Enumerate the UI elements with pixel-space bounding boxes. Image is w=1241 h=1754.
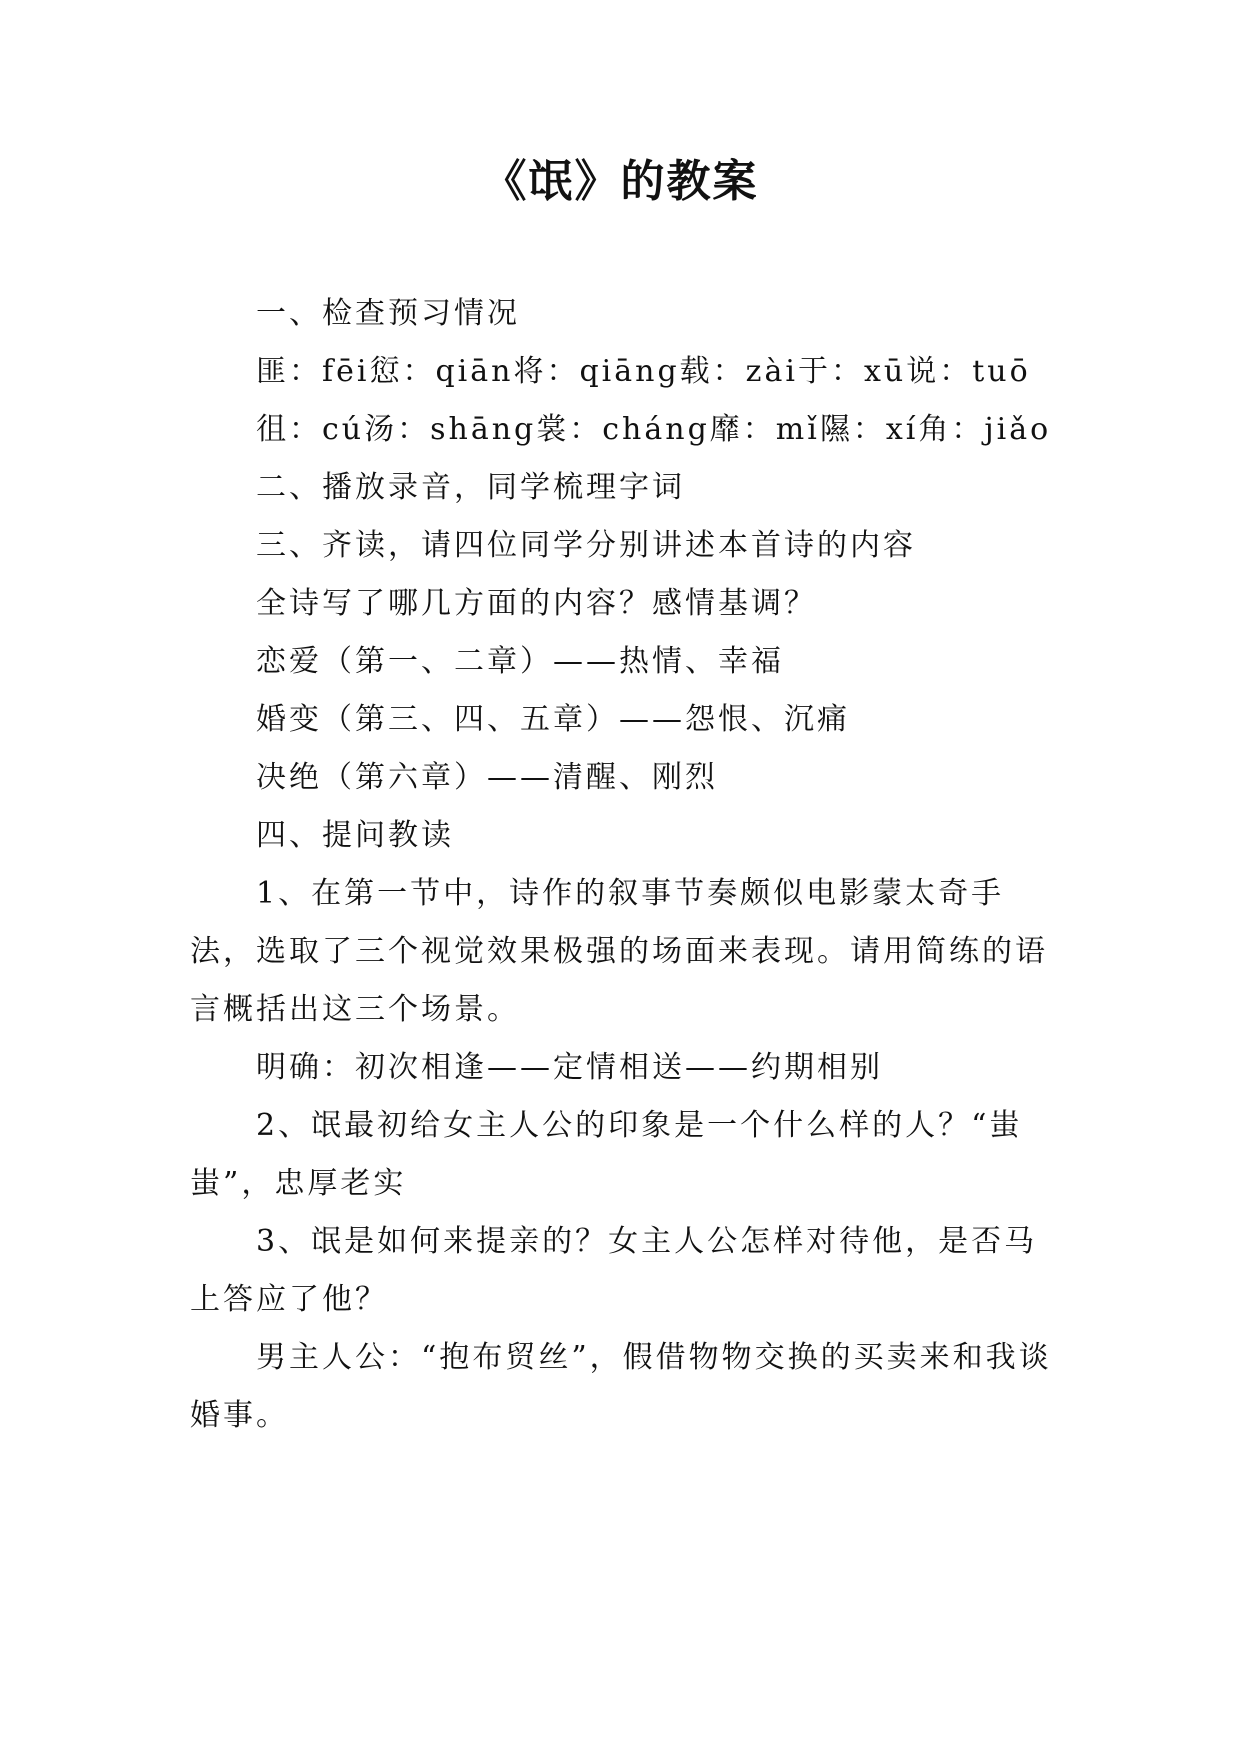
section-heading: 一、检查预习情况 bbox=[256, 296, 520, 331]
question-paragraph: 全诗写了哪几方面的内容？感情基调？ bbox=[256, 586, 817, 621]
pinyin-line: 匪：fēi愆：qiān将：qiāng载：zài于：xū说：tuō bbox=[256, 354, 1031, 389]
answer-paragraph: 男主人公：“抱布贸丝”，假借物物交换的买卖来和我谈婚事。 bbox=[190, 1340, 1052, 1433]
question-paragraph: 1、在第一节中，诗作的叙事节奏颇似电影蒙太奇手法，选取了三个视觉效果极强的场面来表现。请用简练的语言概括出这三个场景。 bbox=[190, 876, 1048, 1027]
section-heading: 四、提问教读 bbox=[256, 818, 454, 853]
content-paragraph: 婚变（第三、四、五章）——怨恨、沉痛 bbox=[256, 702, 850, 737]
section-heading: 二、播放录音，同学梳理字词 bbox=[256, 470, 685, 505]
document-body bbox=[190, 285, 1060, 1445]
question-paragraph: 2、氓最初给女主人公的印象是一个什么样的人？“蚩蚩”，忠厚老实 bbox=[190, 1108, 1023, 1201]
section-heading: 三、齐读，请四位同学分别讲述本首诗的内容 bbox=[256, 528, 916, 563]
pinyin-line: 徂：cú汤：shāng裳：cháng靡：mǐ隰：xí角：jiǎo bbox=[256, 412, 1052, 447]
content-paragraph: 决绝（第六章）——清醒、刚烈 bbox=[256, 760, 718, 795]
question-paragraph: 3、氓是如何来提亲的？女主人公怎样对待他，是否马上答应了他？ bbox=[190, 1224, 1038, 1317]
answer-paragraph: 明确：初次相逢——定情相送——约期相别 bbox=[256, 1050, 883, 1085]
document-title: 《氓》的教案 bbox=[482, 156, 759, 207]
content-paragraph: 恋爱（第一、二章）——热情、幸福 bbox=[256, 644, 784, 679]
